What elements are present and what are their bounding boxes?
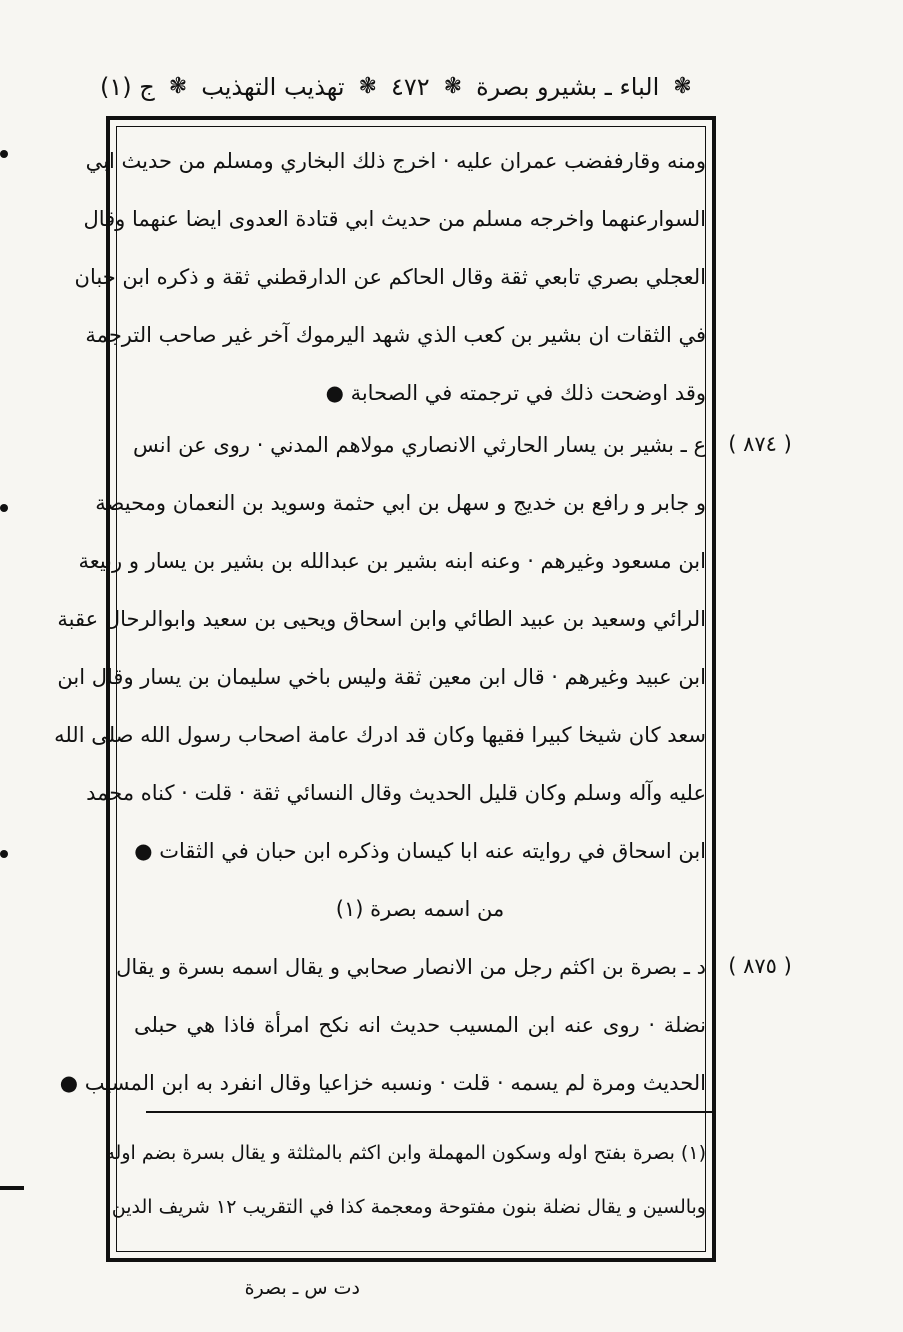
entry-874-line: ابن مسعود وغيرهم · وعنه ابنه بشير بن عبدالله بن بشير بن يسار و ربيعة xyxy=(78,549,706,573)
catchword: دت س ـ بصرة xyxy=(244,1277,360,1299)
entry-874-line: عليه وآله وسلم وكان قليل الحديث وقال النسائي ثقة · قلت · كناه محمد xyxy=(86,781,706,805)
entry-875-line: نضلة · روى عنه ابن المسيب حديث انه نكح امرأة فاذا هي حبلى xyxy=(134,1013,706,1037)
entry-874-line: الرائي وسعيد بن عبيد الطائي وابن اسحاق ويحيى بن سعيد وابوالرحال عقبة xyxy=(57,607,706,631)
footnote-rule xyxy=(146,1111,712,1113)
entry-875-line: الحديث ومرة لم يسمه · قلت · ونسبه خزاعيا وقال انفرد به ابن المسيب ● xyxy=(59,1071,706,1095)
margin-dot xyxy=(0,150,8,158)
margin-dot xyxy=(0,850,8,858)
entry-874-line: ع ـ بشير بن يسار الحارثي الانصاري مولاهم المدني · روى عن انس xyxy=(133,433,706,457)
entry-874-line: ابن عبيد وغيرهم · قال ابن معين ثقة وليس باخي سليمان بن يسار وقال ابن xyxy=(57,665,706,689)
entry-874-line: سعد كان شيخا كبيرا فقيها وكان قد ادرك عامة اصحاب رسول الله صلى الله xyxy=(54,723,706,747)
body-line: ومنه وقارففضب عمران عليه · اخرج ذلك البخاري ومسلم من حديث ابي xyxy=(85,149,706,173)
body-line: وقد اوضحت ذلك في ترجمته في الصحابة ● xyxy=(325,381,706,405)
margin-dash xyxy=(0,1186,24,1190)
entry-number-875: ( ٨٧٥ ) xyxy=(728,954,792,978)
header-part: ج (١) xyxy=(100,73,155,101)
section-title: من اسمه بصرة (١) xyxy=(335,897,505,921)
body-line: العجلي بصري تابعي ثقة وقال الحاكم عن الدارقطني ثقة و ذكره ابن حبان xyxy=(74,265,706,289)
entry-874-line: ابن اسحاق في روايته عنه ابا كيسان وذكره ابن حبان في الثقات ● xyxy=(134,839,706,863)
header-section: الباء ـ بشيرو بصرة xyxy=(476,73,660,101)
footnote-line: وبالسين و يقال نضلة بنون مفتوحة ومعجمة كذا في التقريب ١٢ شريف الدين xyxy=(111,1196,706,1218)
footnote-line: (١) بصرة بفتح اوله وسكون المهملة وابن اكثم بالمثلثة و يقال بسرة بضم اوله xyxy=(105,1142,706,1164)
running-head xyxy=(100,66,860,108)
ornament-icon: ❃ xyxy=(673,74,692,99)
ornament-icon: ❃ xyxy=(443,74,463,99)
entry-875-line: د ـ بصرة بن اكثم رجل من الانصار صحابي و يقال اسمه بسرة و يقال xyxy=(116,955,706,979)
entry-number-874: ( ٨٧٤ ) xyxy=(728,432,792,456)
body-line: في الثقات ان بشير بن كعب الذي شهد اليرموك آخر غير صاحب الترجمة xyxy=(85,323,706,347)
page-number: ٤٧٢ xyxy=(390,73,430,101)
margin-dot xyxy=(0,504,8,512)
entry-874-line: و جابر و رافع بن خديج و سهل بن ابي حثمة وسويد بن النعمان ومحيصة xyxy=(95,491,706,515)
ornament-icon: ❃ xyxy=(168,74,188,99)
header-book-title: تهذيب التهذيب xyxy=(201,73,345,101)
body-line: السوارعنهما واخرجه مسلم من حديث ابي قتادة العدوى ايضا عنهما وقال xyxy=(83,207,706,231)
ornament-icon: ❃ xyxy=(358,74,377,99)
